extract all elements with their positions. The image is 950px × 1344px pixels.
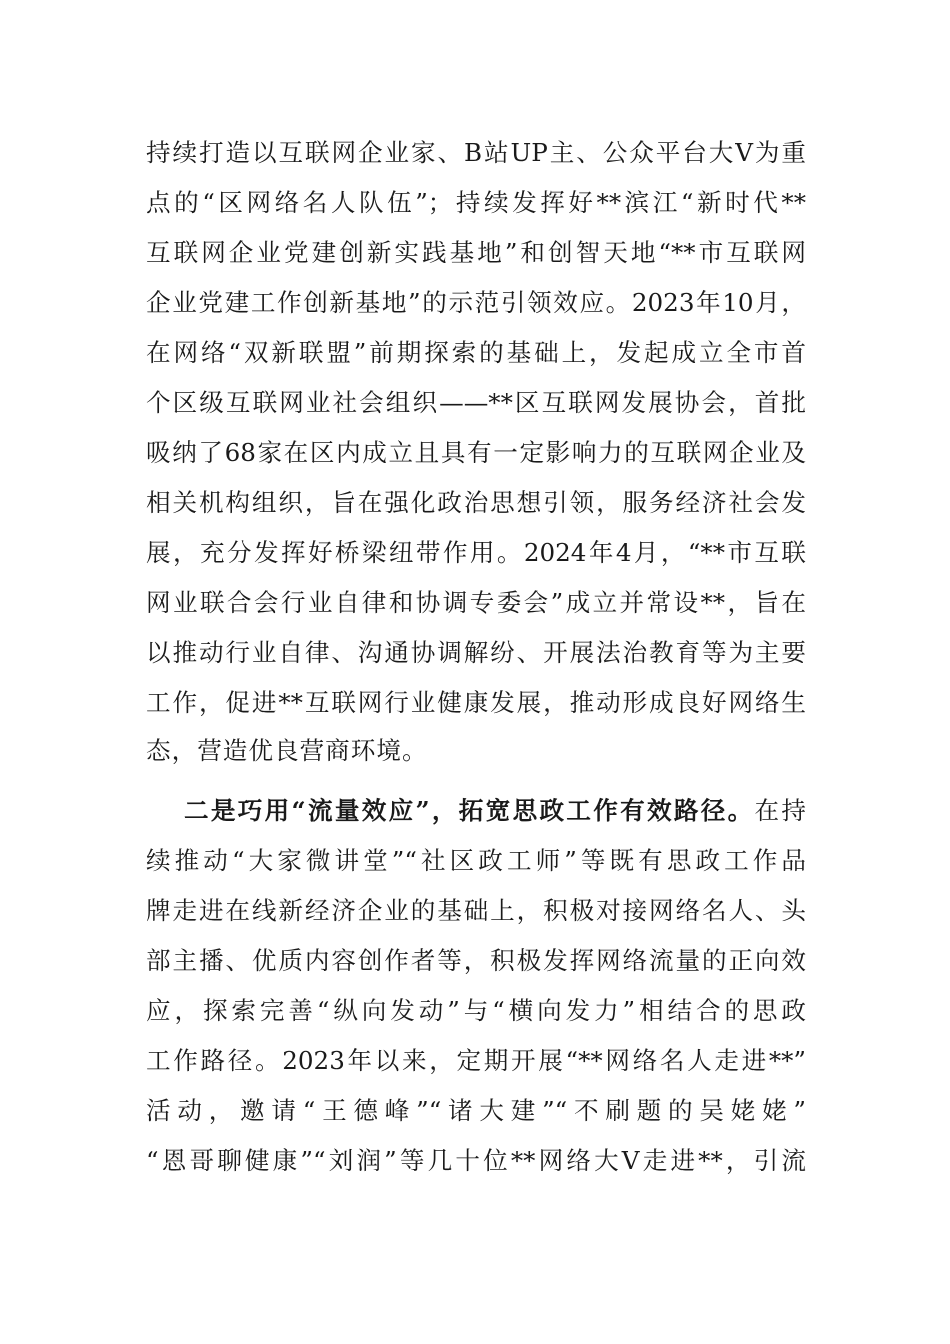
paragraph-1-line-4: 企业党建工作创新基地”的示范引领效应。2023年10月， xyxy=(146,288,806,317)
paragraph-2-line-7: 活动，邀请“王德峰”“诸大建”“不刷题的吴姥姥” xyxy=(146,1096,806,1125)
paragraph-1-line-2: 点的“区网络名人队伍”；持续发挥好**滨江“新时代** xyxy=(146,188,806,217)
paragraph-2-line-4: 部主播、优质内容创作者等，积极发挥网络流量的正向效 xyxy=(146,946,806,975)
paragraph-1-line-10: 网业联合会行业自律和协调专委会”成立并常设**，旨在 xyxy=(146,588,806,617)
paragraph-1-line-11: 以推动行业自律、沟通协调解纷、开展法治教育等为主要 xyxy=(146,638,806,667)
paragraph-2-line-1 xyxy=(184,786,806,835)
paragraph-2-line-2: 续推动“大家微讲堂”“社区政工师”等既有思政工作品 xyxy=(146,846,806,875)
paragraph-1-line-5: 在网络“双新联盟”前期探索的基础上，发起成立全市首 xyxy=(146,338,806,367)
paragraph-1-line-3: 互联网企业党建创新实践基地”和创智天地“**市互联网 xyxy=(146,238,806,267)
paragraph-1-line-9: 展，充分发挥好桥梁纽带作用。2024年4月，“**市互联 xyxy=(146,538,806,567)
paragraph-2-first-line-rest: 在持 xyxy=(754,796,806,825)
paragraph-2-line-8: “恩哥聊健康”“刘润”等几十位**网络大V走进**，引流 xyxy=(146,1146,806,1175)
paragraph-1-line-6: 个区级互联网业社会组织——**区互联网发展协会，首批 xyxy=(146,388,806,417)
paragraph-1-line-12: 工作，促进**互联网行业健康发展，推动形成良好网络生 xyxy=(146,688,806,717)
paragraph-1-line-8: 相关机构组织，旨在强化政治思想引领，服务经济社会发 xyxy=(146,488,806,517)
paragraph-1-line-1: 持续打造以互联网企业家、B站UP主、公众平台大V为重 xyxy=(146,138,806,167)
paragraph-2-heading: 二是巧用“流量效应”，拓宽思政工作有效路径。 xyxy=(184,796,755,825)
paragraph-2-line-6: 工作路径。2023年以来，定期开展“**网络名人走进**” xyxy=(146,1046,806,1075)
paragraph-2-line-5: 应，探索完善“纵向发动”与“横向发力”相结合的思政 xyxy=(146,996,806,1025)
paragraph-2-line-3: 牌走进在线新经济企业的基础上，积极对接网络名人、头 xyxy=(146,896,806,925)
paragraph-1-line-13: 态，营造优良营商环境。 xyxy=(146,736,428,765)
paragraph-1-line-7: 吸纳了68家在区内成立且具有一定影响力的互联网企业及 xyxy=(146,438,806,467)
